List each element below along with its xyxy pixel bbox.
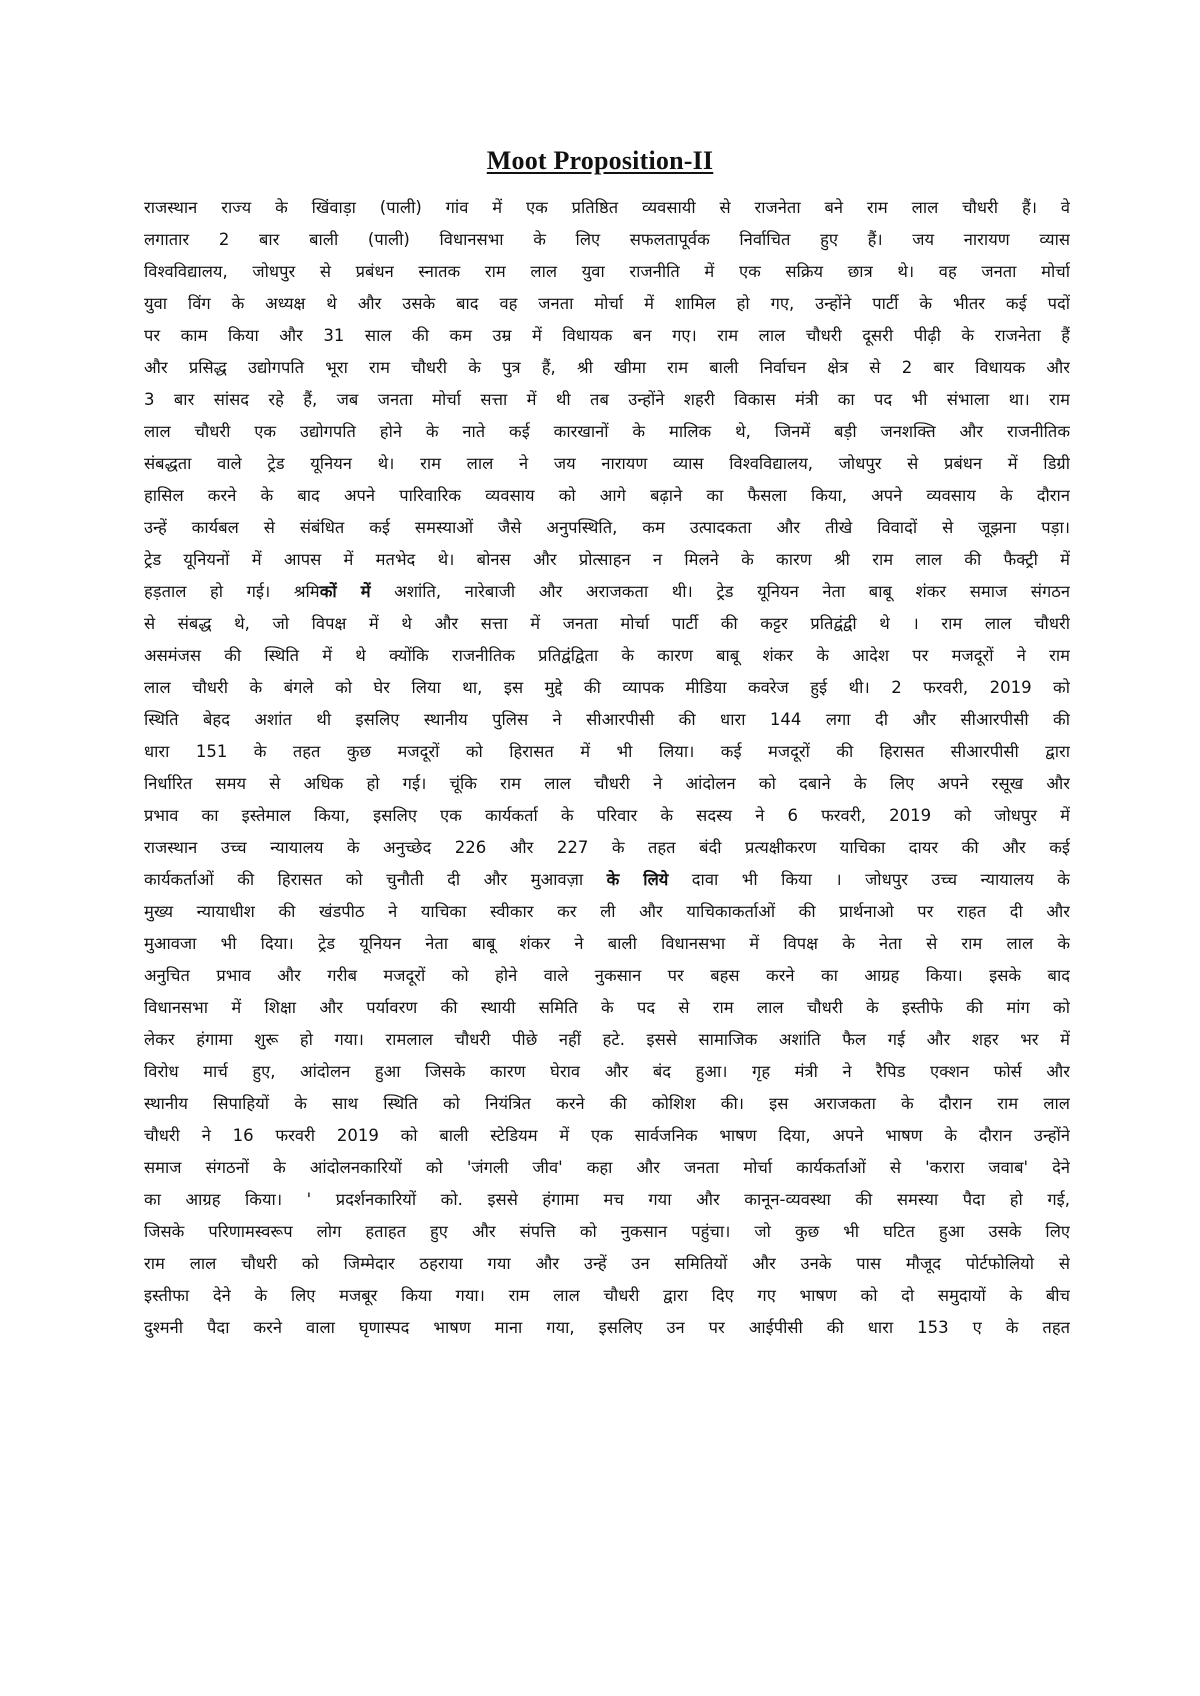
text-segment: अशांति, नारेबाजी और अराजकता थी। ट्रेड यूनियन नेता बाबू शंकर समाज संगठन — [370, 582, 1070, 601]
document-title: Moot Proposition-II — [486, 146, 714, 175]
text-segment: धारा 151 के तहत कुछ मजदूरों को हिरासत में भी लिया। कई मजदूरों की हिरासत सीआरपीसी द्वारा — [144, 742, 1070, 761]
text-segment: लाल चौधरी एक उद्योगपति होने के नाते कई कारखानों के मालिक थे, जिनमें बड़ी जनशक्ति और राजनीतिक — [144, 422, 1070, 441]
paragraph-line — [144, 1024, 1070, 1056]
paragraph-line — [144, 1184, 1070, 1216]
text-segment: लेकर हंगामा शुरू हो गया। रामलाल चौधरी पीछे नहीं हटे. इससे सामाजिक अशांति फैल गई और शहर भर में — [144, 1030, 1070, 1049]
text-segment: लगातार 2 बार बाली (पाली) विधानसभा के लिए सफलतापूर्वक निर्वाचित हुए हैं। जय नारायण व्यास — [144, 230, 1070, 249]
text-segment: विरोध मार्च हुए, आंदोलन हुआ जिसके कारण घेराव और बंद हुआ। गृह मंत्री ने रैपिड एक्शन फोर्स और — [144, 1062, 1070, 1081]
text-segment: राजस्थान उच्च न्यायालय के अनुच्छेद 226 और 227 के तहत बंदी प्रत्यक्षीकरण याचिका दायर की और कई — [144, 838, 1070, 857]
paragraph-line — [144, 864, 1070, 896]
paragraph-line — [144, 672, 1070, 704]
text-segment: पर काम किया और 31 साल की कम उम्र में विधायक बन गए। राम लाल चौधरी दूसरी पीढ़ी के राजनेता हैं — [144, 326, 1070, 345]
paragraph-line — [144, 192, 1070, 224]
text-segment: स्थिति बेहद अशांत थी इसलिए स्थानीय पुलिस ने सीआरपीसी की धारा 144 लगा दी और सीआरपीसी की — [144, 710, 1070, 729]
text-segment: लाल चौधरी के बंगले को घेर लिया था, इस मुद्दे की व्यापक मीडिया कवरेज हुई थी। 2 फरवरी, 2019 को — [144, 678, 1070, 697]
paragraph-line — [144, 608, 1070, 640]
text-segment: राम लाल चौधरी को जिम्मेदार ठहराया गया और उन्हें उन समितियों और उनके पास मौजूद पोर्टफोलियो से — [144, 1254, 1070, 1273]
text-segment: अनुचित प्रभाव और गरीब मजदूरों को होने वाले नुकसान पर बहस करने का आग्रह किया। इसके बाद — [144, 966, 1070, 985]
text-segment: प्रभाव का इस्तेमाल किया, इसलिए एक कार्यकर्ता के परिवार के सदस्य ने 6 फरवरी, 2019 को जोधपुर में — [144, 806, 1070, 825]
text-segment: और प्रसिद्ध उद्योगपति भूरा राम चौधरी के पुत्र हैं, श्री खीमा राम बाली निर्वाचन क्षेत्र से 2 बार विधायक और — [144, 358, 1070, 377]
text-segment: समाज संगठनों के आंदोलनकारियों को 'जंगली जीव' कहा और जनता मोर्चा कार्यकर्ताओं से 'करारा जवाब' देने — [144, 1158, 1070, 1177]
paragraph-line — [144, 1248, 1070, 1280]
text-segment: दुश्मनी पैदा करने वाला घृणास्पद भाषण माना गया, इसलिए उन पर आईपीसी की धारा 153 ए के तहत — [144, 1318, 1070, 1337]
text-segment: ट्रेड यूनियनों में आपस में मतभेद थे। बोनस और प्रोत्साहन न मिलने के कारण श्री राम लाल की फैक्ट्री में — [144, 550, 1070, 569]
paragraph-line — [144, 832, 1070, 864]
text-segment: संबद्धता वाले ट्रेड यूनियन थे। राम लाल ने जय नारायण व्यास विश्वविद्यालय, जोधपुर से प्रबंधन में डिग्री — [144, 454, 1070, 473]
text-segment: स्थानीय सिपाहियों के साथ स्थिति को नियंत्रित करने की कोशिश की। इस अराजकता के दौरान राम लाल — [144, 1094, 1070, 1113]
paragraph-line — [144, 256, 1070, 288]
paragraph-line — [144, 1056, 1070, 1088]
paragraph-line — [144, 480, 1070, 512]
paragraph-line — [144, 960, 1070, 992]
text-segment: कार्यकर्ताओं की हिरासत को चुनौती दी और मुआवज़ा — [144, 870, 607, 889]
text-segment: से संबद्ध थे, जो विपक्ष में थे और सत्ता में जनता मोर्चा पार्टी की कट्टर प्रतिद्वंद्वी थे । राम लाल चौधरी — [144, 614, 1070, 633]
text-segment: निर्धारित समय से अधिक हो गई। चूंकि राम लाल चौधरी ने आंदोलन को दबाने के लिए अपने रसूख और — [144, 774, 1070, 793]
text-segment: युवा विंग के अध्यक्ष थे और उसके बाद वह जनता मोर्चा में शामिल हो गए, उन्होंने पार्टी के भीतर कई पदों — [144, 294, 1070, 313]
text-segment: हासिल करने के बाद अपने पारिवारिक व्यवसाय को आगे बढ़ाने का फैसला किया, अपने व्यवसाय के दौरान — [144, 486, 1070, 505]
paragraph-line — [144, 224, 1070, 256]
paragraph-line — [144, 576, 1070, 608]
paragraph-line — [144, 736, 1070, 768]
text-segment: मुख्य न्यायाधीश की खंडपीठ ने याचिका स्वीकार कर ली और याचिकाकर्ताओं की प्रार्थनाओ पर राहत दी और — [144, 902, 1070, 921]
paragraph-line — [144, 928, 1070, 960]
paragraph-line — [144, 896, 1070, 928]
text-segment: हड़ताल हो गई। श्रमि — [144, 582, 320, 601]
text-segment: उन्हें कार्यबल से संबंधित कई समस्याओं जैसे अनुपस्थिति, कम उत्पादकता और तीखे विवादों से जूझना पड़ा। — [144, 518, 1070, 537]
text-segment: विश्वविद्यालय, जोधपुर से प्रबंधन स्नातक राम लाल युवा राजनीति में एक सक्रिय छात्र थे। वह जनता मोर्चा — [144, 262, 1070, 281]
paragraph-line — [144, 288, 1070, 320]
paragraph-line — [144, 1120, 1070, 1152]
paragraph-line — [144, 1280, 1070, 1312]
text-segment: दावा भी किया । जोधपुर उच्च न्यायालय के — [668, 870, 1070, 889]
text-segment: चौधरी ने 16 फरवरी 2019 को बाली स्टेडियम में एक सार्वजनिक भाषण दिया, अपने भाषण के दौरान उन्होंने — [144, 1126, 1070, 1145]
paragraph-line — [144, 1152, 1070, 1184]
paragraph-line — [144, 384, 1070, 416]
paragraph-line — [144, 640, 1070, 672]
paragraph-line — [144, 992, 1070, 1024]
text-segment: 3 बार सांसद रहे हैं, जब जनता मोर्चा सत्ता में थी तब उन्होंने शहरी विकास मंत्री का पद भी संभाला था। राम — [144, 390, 1070, 409]
text-segment: मुआवजा भी दिया। ट्रेड यूनियन नेता बाबू शंकर ने बाली विधानसभा में विपक्ष के नेता से राम लाल के — [144, 934, 1070, 953]
text-segment: विधानसभा में शिक्षा और पर्यावरण की स्थायी समिति के पद से राम लाल चौधरी के इस्तीफे की मांग को — [144, 998, 1070, 1017]
text-segment: इस्तीफा देने के लिए मजबूर किया गया। राम लाल चौधरी द्वारा दिए गए भाषण को दो समुदायों के बीच — [144, 1286, 1070, 1305]
paragraph-line — [144, 544, 1070, 576]
paragraph-line — [144, 704, 1070, 736]
paragraph-line — [144, 352, 1070, 384]
paragraph-line — [144, 1088, 1070, 1120]
paragraph-line — [144, 800, 1070, 832]
paragraph-line — [144, 1312, 1070, 1344]
paragraph-line — [144, 416, 1070, 448]
paragraph-line — [144, 448, 1070, 480]
bold-text: के लिये — [606, 870, 669, 889]
paragraph-line — [144, 320, 1070, 352]
document-body — [144, 192, 1070, 1672]
paragraph-line — [144, 512, 1070, 544]
text-segment: का आग्रह किया। ' प्रदर्शनकारियों को. इससे हंगामा मच गया और कानून-व्यवस्था की समस्या पैदा हो गई, — [144, 1190, 1070, 1209]
paragraph-line — [144, 768, 1070, 800]
text-segment: असमंजस की स्थिति में थे क्योंकि राजनीतिक प्रतिद्वंद्विता के कारण बाबू शंकर के आदेश पर मजदूरों ने राम — [144, 646, 1070, 665]
text-segment: राजस्थान राज्य के खिंवाड़ा (पाली) गांव में एक प्रतिष्ठित व्यवसायी से राजनेता बने राम लाल चौधरी हैं। वे — [144, 198, 1070, 217]
paragraph-line — [144, 1216, 1070, 1248]
text-segment: जिसके परिणामस्वरूप लोग हताहत हुए और संपत्ति को नुकसान पहुंचा। जो कुछ भी घटित हुआ उसके लिए — [144, 1222, 1070, 1241]
bold-text: कों में — [319, 582, 371, 601]
